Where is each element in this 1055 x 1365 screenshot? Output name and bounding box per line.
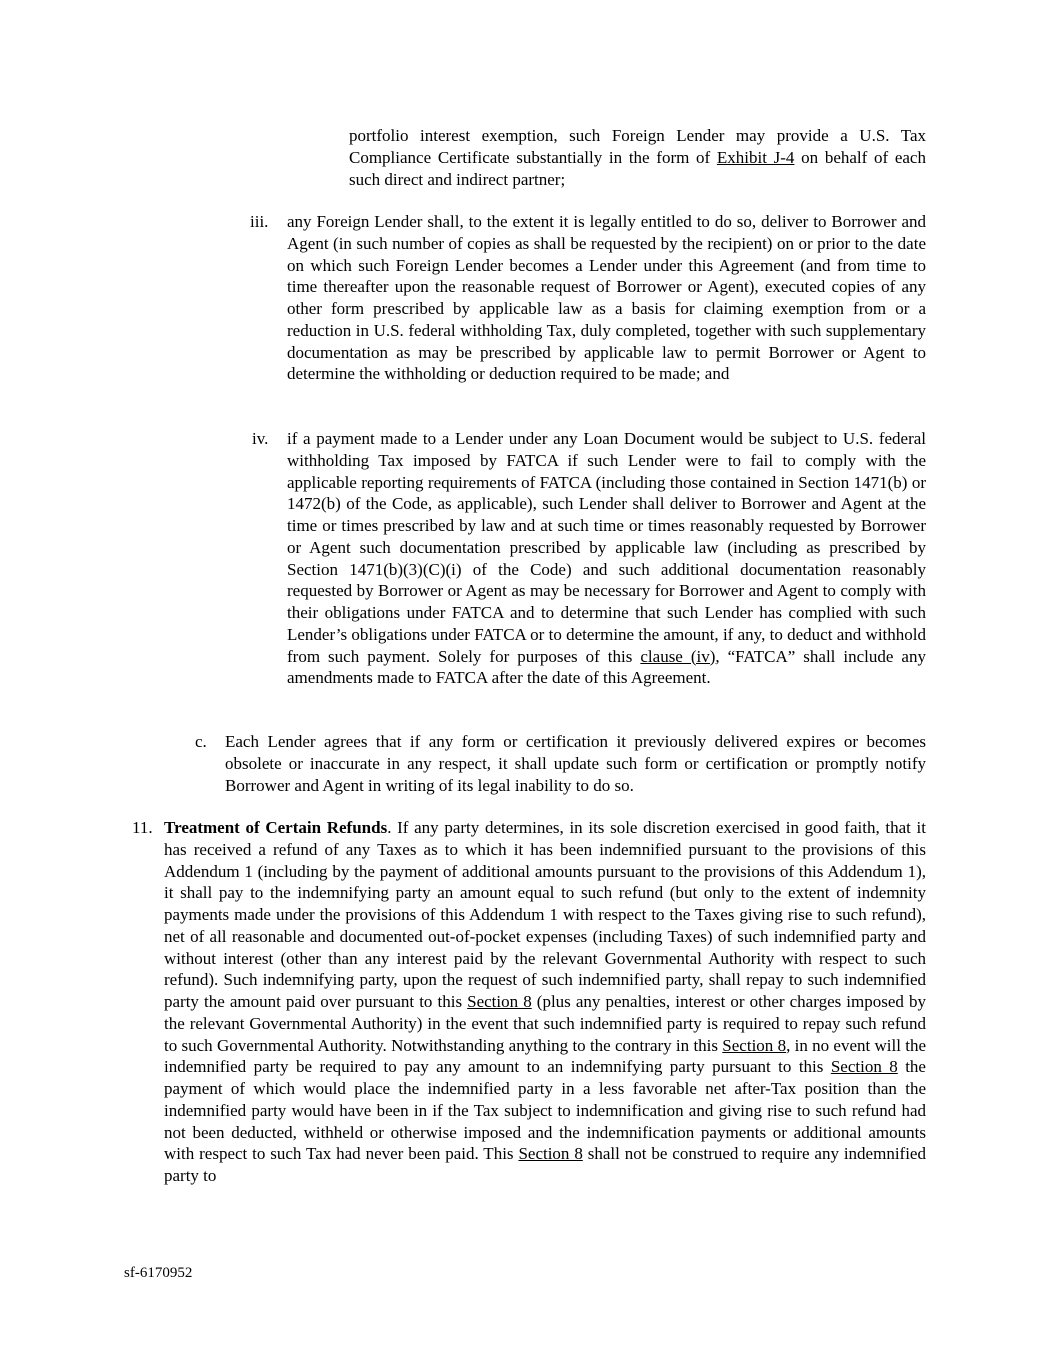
section-11-marker: 11. [132,818,153,837]
item-iii-marker: iii. [250,212,269,231]
exhibit-j4-link: Exhibit J-4 [716,147,795,167]
section-11-text-4: the payment of which would place the indemnified party in a less favorable net after-Tax position than the indemnified party would have been in if the Tax subject to indemnification and giving rise to such refund had not been deducted, withheld or otherwise imposed and the indemnification payments or additional amounts with respect to such Tax had never been paid. This [164,1057,926,1164]
section-8-link: Section 8 [518,1144,583,1164]
item-iv-paragraph [287,428,926,689]
section-11-heading: Treatment of Certain Refunds [164,818,388,837]
clause-iv-link: clause (iv) [640,646,716,666]
continuation-text-1: portfolio interest exemption, such Foreign Lender may provide a U.S. Tax Compliance Certificate substantially in the form of [349,126,926,167]
section-8-link: Section 8 [467,992,532,1011]
item-iii-paragraph: any Foreign Lender shall, to the extent it is legally entitled to do so, deliver to Borrower and Agent (in such number of copies as shall be requested by the recipient) on or prior to the date on which such Foreign Lender becomes a Lender under this Agreement (and from time to time thereafter upon the reasonable request of Borrower or Agent), executed copies of any other form prescribed by applicable law as a basis for claiming exemption from or a reduction in U.S. federal withholding Tax, duly completed, together with such supplementary documentation as may be prescribed by applicable law to permit Borrower or Agent to determine the withholding or deduction required to be made; and [287,212,926,384]
continuation-paragraph [349,125,926,190]
item-iv-text-2: , “FATCA” shall include any amendments made to FATCA after the date of this Agreement. [287,646,926,688]
section-8-link: Section 8 [830,1057,898,1077]
section-8-link: Section 8 [722,1035,787,1055]
item-c-marker: c. [195,732,207,751]
item-c-paragraph: Each Lender agrees that if any form or certification it previously delivered expires or becomes obsolete or inaccurate in any respect, it shall update such form or certification or promptly notify Borrower and Agent in writing of its legal inability to do so. [225,732,926,795]
section-11-paragraph [164,817,926,1187]
section-11-text-5: shall not be construed to require any indemnified party to [164,1144,926,1185]
section-11-text-3: , in no event will the indemnified party be required to pay any amount to an indemnifying party pursuant to this [164,1035,926,1077]
section-11-text-2: (plus any penalties, interest or other charges imposed by the relevant Governmental Authority) in the event that such indemnified party is required to repay such refund to such Governmental Authority. Notwithstanding anything to the contrary in this [164,992,926,1055]
item-iv-marker: iv. [252,429,269,448]
section-11-text-1: . If any party determines, in its sole discretion exercised in good faith, that it has received a refund of any Taxes as to which it has been indemnified pursuant to the provisions of this Addendum 1 (including by the payment of additional amounts pursuant to the provisions of this Addendum 1), it shall pay to the indemnifying party an amount equal to such refund (but only to the extent of indemnity payments made under the provisions of this Addendum 1 with respect to the Taxes giving rise to such refund), net of all reasonable and documented out-of-pocket expenses (including Taxes) of such indemnified party and without interest (other than any interest paid by the relevant Governmental Authority with respect to such refund). Such indemnifying party, upon the request of such indemnified party, shall repay to such indemnified party the amount paid over pursuant to this [164,818,926,1011]
document-id-footer: sf-6170952 [124,1265,193,1281]
item-iv-text-1: if a payment made to a Lender under any Loan Document would be subject to U.S. federal withholding Tax imposed by FATCA if such Lender were to fail to comply with the applicable reporting requirements of FATCA (including those contained in Section 1471(b) or 1472(b) of the Code, as applicable), such Lender shall deliver to Borrower and Agent at the time or times prescribed by law and at such time or times reasonably requested by Borrower or Agent such documentation prescribed by applicable law (including as prescribed by Section 1471(b)(3)(C)(i) of the Code) and such additional documentation reasonably requested by Borrower or Agent as may be necessary for Borrower and Agent to comply with their obligations under FATCA and to determine that such Lender has complied with such Lender’s obligations under FATCA or to determine the amount, if any, to deduct and withhold from such payment. Solely for purposes of this [287,429,926,666]
continuation-text-2: on behalf of each such direct and indirect partner; [349,147,926,189]
